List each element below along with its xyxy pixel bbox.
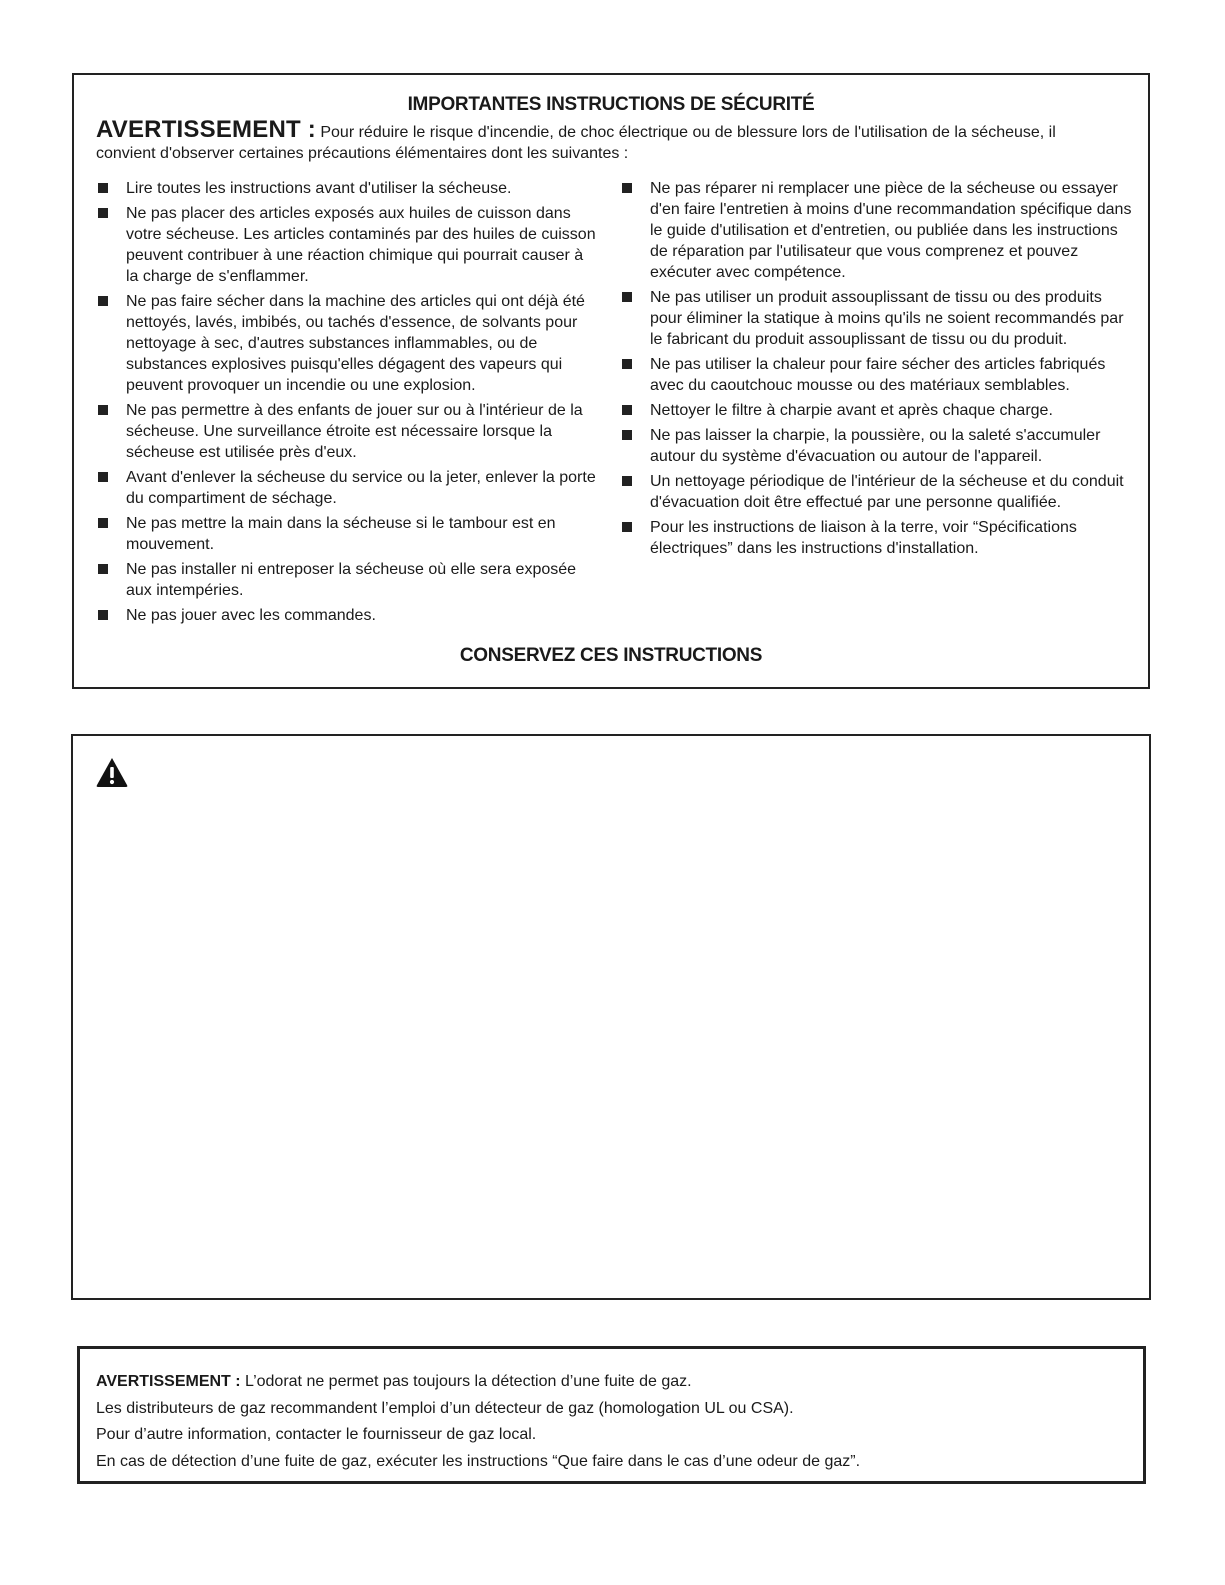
bullet-icon [98,472,108,482]
warning-intro [96,116,1118,164]
list-item: Ne pas utiliser un produit assouplissant de tissu ou des produits pour éliminer la statique à moins qu'ils ne soient recommandés par le fabricant du produit assouplissant de tissu ou du produit. [622,287,1132,350]
list-item: Ne pas laisser la charpie, la poussière, ou la saleté s'accumuler autour du système d'évacuation ou autour de l'appareil. [622,425,1132,467]
list-item: Ne pas permettre à des enfants de jouer sur ou à l'intérieur de la sécheuse. Une surveillance étroite est nécessaire lorsque la sécheuse est utilisée près d'eux. [98,400,598,463]
bullet-icon [622,183,632,193]
list-item: Nettoyer le filtre à charpie avant et après chaque charge. [622,400,1132,421]
bullet-icon [98,518,108,528]
bullet-icon [98,610,108,620]
bullet-icon [622,292,632,302]
list-item: Un nettoyage périodique de l'intérieur de la sécheuse et du conduit d'évacuation doit être effectué par une personne qualifiée. [622,471,1132,513]
gas-warning-lead: AVERTISSEMENT : [96,1373,241,1390]
right-instruction-list [622,178,1132,563]
bullet-icon [622,430,632,440]
bullet-icon [622,476,632,486]
gas-warning-lines [96,1369,860,1475]
bullet-icon [98,564,108,574]
list-item: Ne pas utiliser la chaleur pour faire sécher des articles fabriqués avec du caoutchouc mousse ou des matériaux semblables. [622,354,1132,396]
bullet-icon [622,405,632,415]
bullet-icon [98,183,108,193]
list-item: Pour les instructions de liaison à la terre, voir “Spécifications électriques” dans les instructions d'installation. [622,517,1132,559]
safety-title: IMPORTANTES INSTRUCTIONS DE SÉCURITÉ [407,94,815,115]
warning-triangle-icon [95,756,129,788]
list-item: Avant d'enlever la sécheuse du service ou la jeter, enlever la porte du compartiment de séchage. [98,467,598,509]
bullet-icon [622,359,632,369]
list-item: Ne pas réparer ni remplacer une pièce de la sécheuse ou essayer d'en faire l'entretien à moins d'une recommandation spécifique dans le guide d'utilisation et d'entretien, ou publiée dans les instructions de réparation par l'utilisateur que vous comprenez et pouvez exécuter avec compétence. [622,178,1132,283]
list-item: Ne pas faire sécher dans la machine des articles qui ont déjà été nettoyés, lavés, imbibés, ou tachés d'essence, de solvants pour nettoyage à sec, d'autres substances inflammables, ou de substances explosives puisqu'elles dégagent des vapeurs qui peuvent provoquer un incendie ou une explosion. [98,291,598,396]
gas-warning-line: Pour d’autre information, contacter le fournisseur de gaz local. [96,1426,537,1443]
safety-instructions-box [72,73,1150,689]
gas-warning-line: Les distributeurs de gaz recommandent l’emploi d’un détecteur de gaz (homologation UL ou CSA). [96,1399,794,1417]
left-instruction-list [98,178,598,630]
bullet-icon [98,208,108,218]
list-item: Lire toutes les instructions avant d'utiliser la sécheuse. [98,178,598,199]
list-item: Ne pas jouer avec les commandes. [98,605,598,626]
warning-text: Pour réduire le risque d'incendie, de choc électrique ou de blessure lors de l'utilisation de la sécheuse, il convient d'observer certaines précautions élémentaires dont les suivantes : [96,124,1056,162]
conserve-instructions-heading: CONSERVEZ CES INSTRUCTIONS [459,645,763,666]
warning-lead: AVERTISSEMENT : [96,116,316,143]
list-item: Ne pas placer des articles exposés aux huiles de cuisson dans votre sécheuse. Les articles contaminés par des huiles de cuisson peuvent contribuer à une réaction chimique qui pourrait causer à la charge de s'enflammer. [98,203,598,287]
gas-leak-warning-box [77,1346,1146,1484]
bullet-icon [622,522,632,532]
list-item: Ne pas mettre la main dans la sécheuse si le tambour est en mouvement. [98,513,598,555]
list-item: Ne pas installer ni entreposer la sécheuse où elle sera exposée aux intempéries. [98,559,598,601]
bullet-icon [98,296,108,306]
gas-warning-line: En cas de détection d’une fuite de gaz, exécuter les instructions “Que faire dans le cas d’une odeur de gaz”. [96,1452,861,1470]
warning-panel [71,734,1151,1300]
bullet-icon [98,405,108,415]
gas-warning-line: AVERTISSEMENT : L’odorat ne permet pas toujours la détection d’une fuite de gaz. [96,1373,692,1390]
